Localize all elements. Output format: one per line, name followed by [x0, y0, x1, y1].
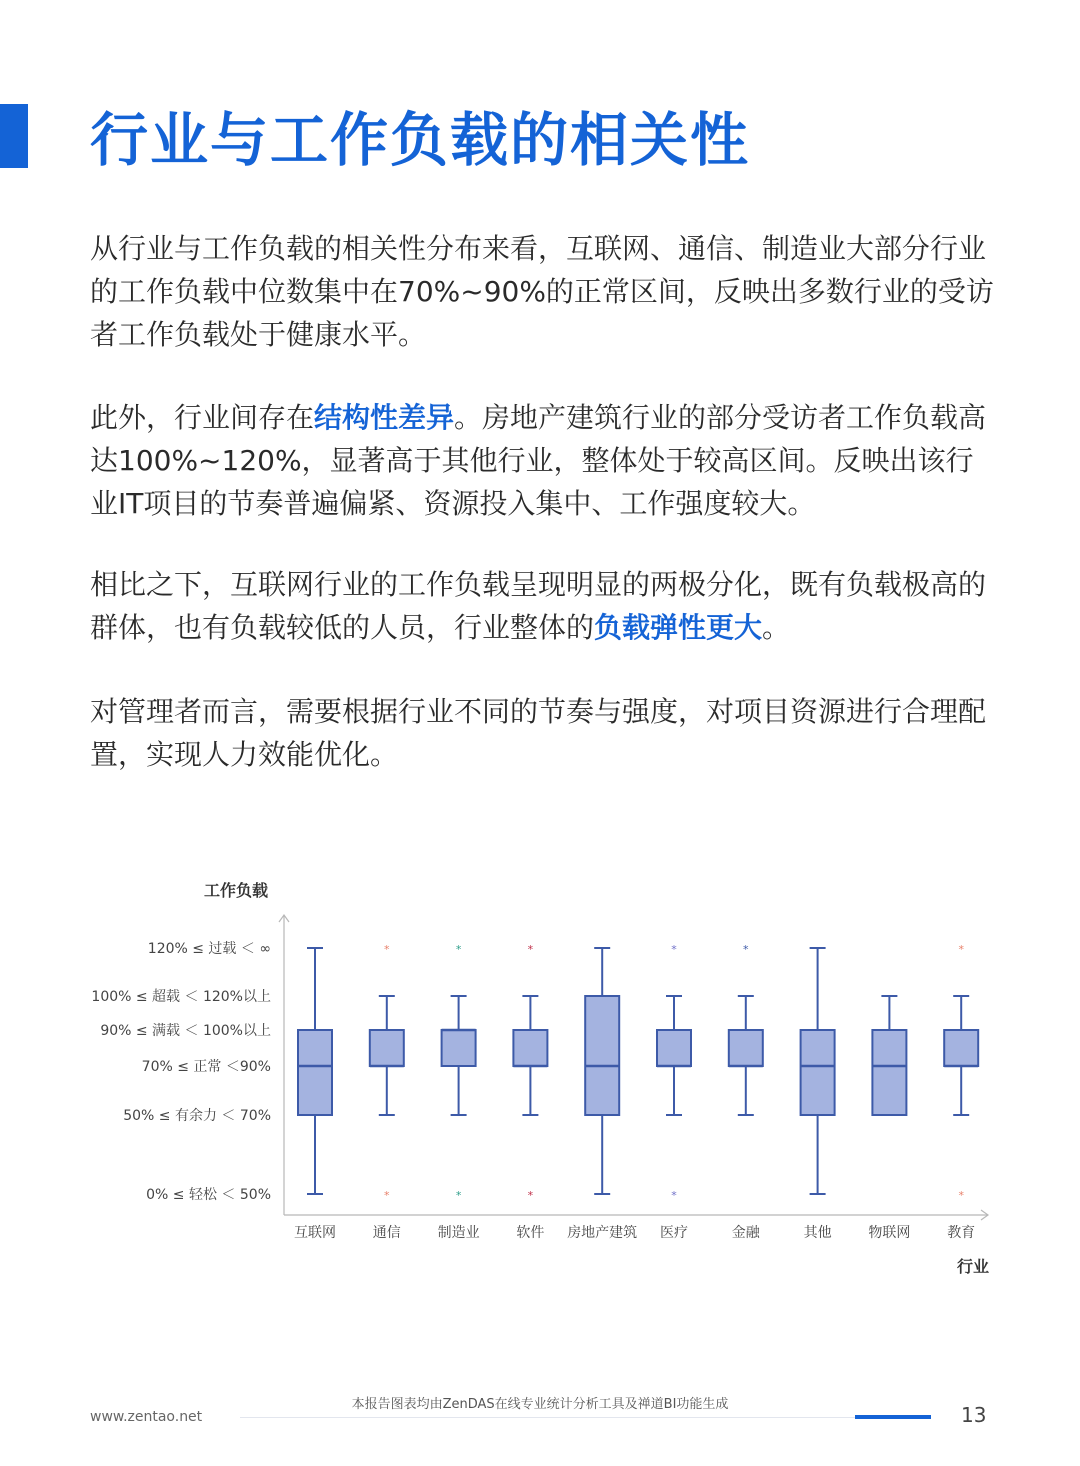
- outlier-point: *: [384, 943, 390, 956]
- paragraph-2-highlight: 结构性差异: [314, 401, 455, 434]
- box-iqr: [657, 1030, 691, 1066]
- y-tick-label: 90% ≤ 满载 ＜ 100%以上: [100, 1023, 271, 1039]
- box-iqr: [370, 1030, 404, 1066]
- y-tick-label: 100% ≤ 超载 ＜ 120%以上: [91, 989, 271, 1005]
- chart-marks: [298, 943, 978, 1202]
- y-axis-title: 工作负载: [203, 881, 269, 900]
- box-iqr: [729, 1030, 763, 1066]
- boxplot-chart: [0, 860, 1080, 1290]
- x-tick-label: 医疗: [660, 1225, 688, 1241]
- box-9: [872, 996, 906, 1115]
- y-tick-label: 70% ≤ 正常 ＜90%: [141, 1059, 271, 1075]
- page-number: 13: [961, 1403, 987, 1427]
- footer-note: 本报告图表均由ZenDAS在线专业统计分析工具及禅道BI功能生成: [351, 1397, 729, 1412]
- outlier-point: *: [455, 943, 462, 956]
- outlier-point: *: [958, 1189, 964, 1202]
- paragraph-3-highlight: 负载弹性更大: [594, 611, 763, 644]
- outlier-point: *: [527, 943, 534, 956]
- chart-axes: [91, 881, 989, 1276]
- y-tick-label: 120% ≤ 过载 ＜ ∞: [147, 941, 271, 957]
- x-axis-title: 行业: [956, 1257, 990, 1276]
- box-6: [657, 943, 691, 1202]
- paragraph-1: 从行业与工作负载的相关性分布来看，互联网、通信、制造业大部分行业的工作负载中位数集中在70%~90%的正常区间，反映出多数行业的受访者工作负载处于健康水平。: [90, 232, 994, 351]
- paragraph-3-post: 。: [762, 611, 791, 644]
- box-1: [298, 948, 332, 1194]
- box-iqr: [944, 1030, 978, 1066]
- footer-divider: [240, 1417, 930, 1418]
- x-tick-label: 其他: [803, 1225, 832, 1241]
- footer-url[interactable]: www.zentao.net: [90, 1409, 203, 1425]
- x-tick-label: 通信: [372, 1225, 401, 1241]
- box-8: [801, 948, 835, 1194]
- box-iqr: [801, 1030, 835, 1115]
- paragraph-4: 对管理者而言，需要根据行业不同的节奏与强度，对项目资源进行合理配置，实现人力效能优化。: [90, 695, 987, 771]
- box-4: [513, 943, 547, 1202]
- outlier-point: *: [455, 1189, 462, 1202]
- box-iqr: [872, 1030, 906, 1115]
- x-tick-label: 房地产建筑: [567, 1225, 638, 1241]
- box-iqr: [513, 1030, 547, 1066]
- outlier-point: *: [671, 1189, 677, 1202]
- box-iqr: [442, 1030, 476, 1066]
- paragraph-3: [90, 563, 995, 649]
- x-tick-label: 物联网: [868, 1225, 911, 1241]
- box-iqr: [298, 1030, 332, 1115]
- outlier-point: *: [527, 1189, 534, 1202]
- x-tick-label: 软件: [516, 1225, 545, 1241]
- page-title: 行业与工作负载的相关性: [90, 106, 751, 174]
- paragraph-3-pre: 相比之下，互联网行业的工作负载呈现明显的两极分化，既有负载极高的群体，也有负载较低的人员，行业整体的: [90, 568, 987, 644]
- x-tick-label: 制造业: [437, 1225, 480, 1241]
- x-tick-label: 教育: [947, 1225, 976, 1241]
- outlier-point: *: [958, 943, 964, 956]
- title-accent-bar: [0, 104, 28, 168]
- box-iqr: [585, 996, 619, 1115]
- footer-accent-bar: [855, 1415, 931, 1419]
- box-2: [370, 943, 404, 1202]
- outlier-point: *: [743, 943, 749, 956]
- box-3: [442, 943, 476, 1202]
- y-tick-label: 50% ≤ 有余力 ＜ 70%: [123, 1108, 271, 1124]
- paragraph-2-pre: 此外，行业间存在: [90, 401, 315, 434]
- x-tick-label: 金融: [731, 1225, 760, 1241]
- outlier-point: *: [384, 1189, 390, 1202]
- box-7: [729, 943, 763, 1115]
- box-10: [944, 943, 978, 1202]
- y-tick-label: 0% ≤ 轻松 ＜ 50%: [146, 1187, 271, 1203]
- paragraph-2: [90, 396, 995, 525]
- outlier-point: *: [671, 943, 677, 956]
- box-5: [585, 948, 619, 1194]
- x-tick-label: 互联网: [294, 1225, 336, 1241]
- paragraph-2-post: 。房地产建筑行业的部分受访者工作负载高达100%~120%，显著高于其他行业，整体处于较高区间。反映出该行业IT项目的节奏普遍偏紧、资源投入集中、工作强度较大。: [90, 401, 987, 520]
